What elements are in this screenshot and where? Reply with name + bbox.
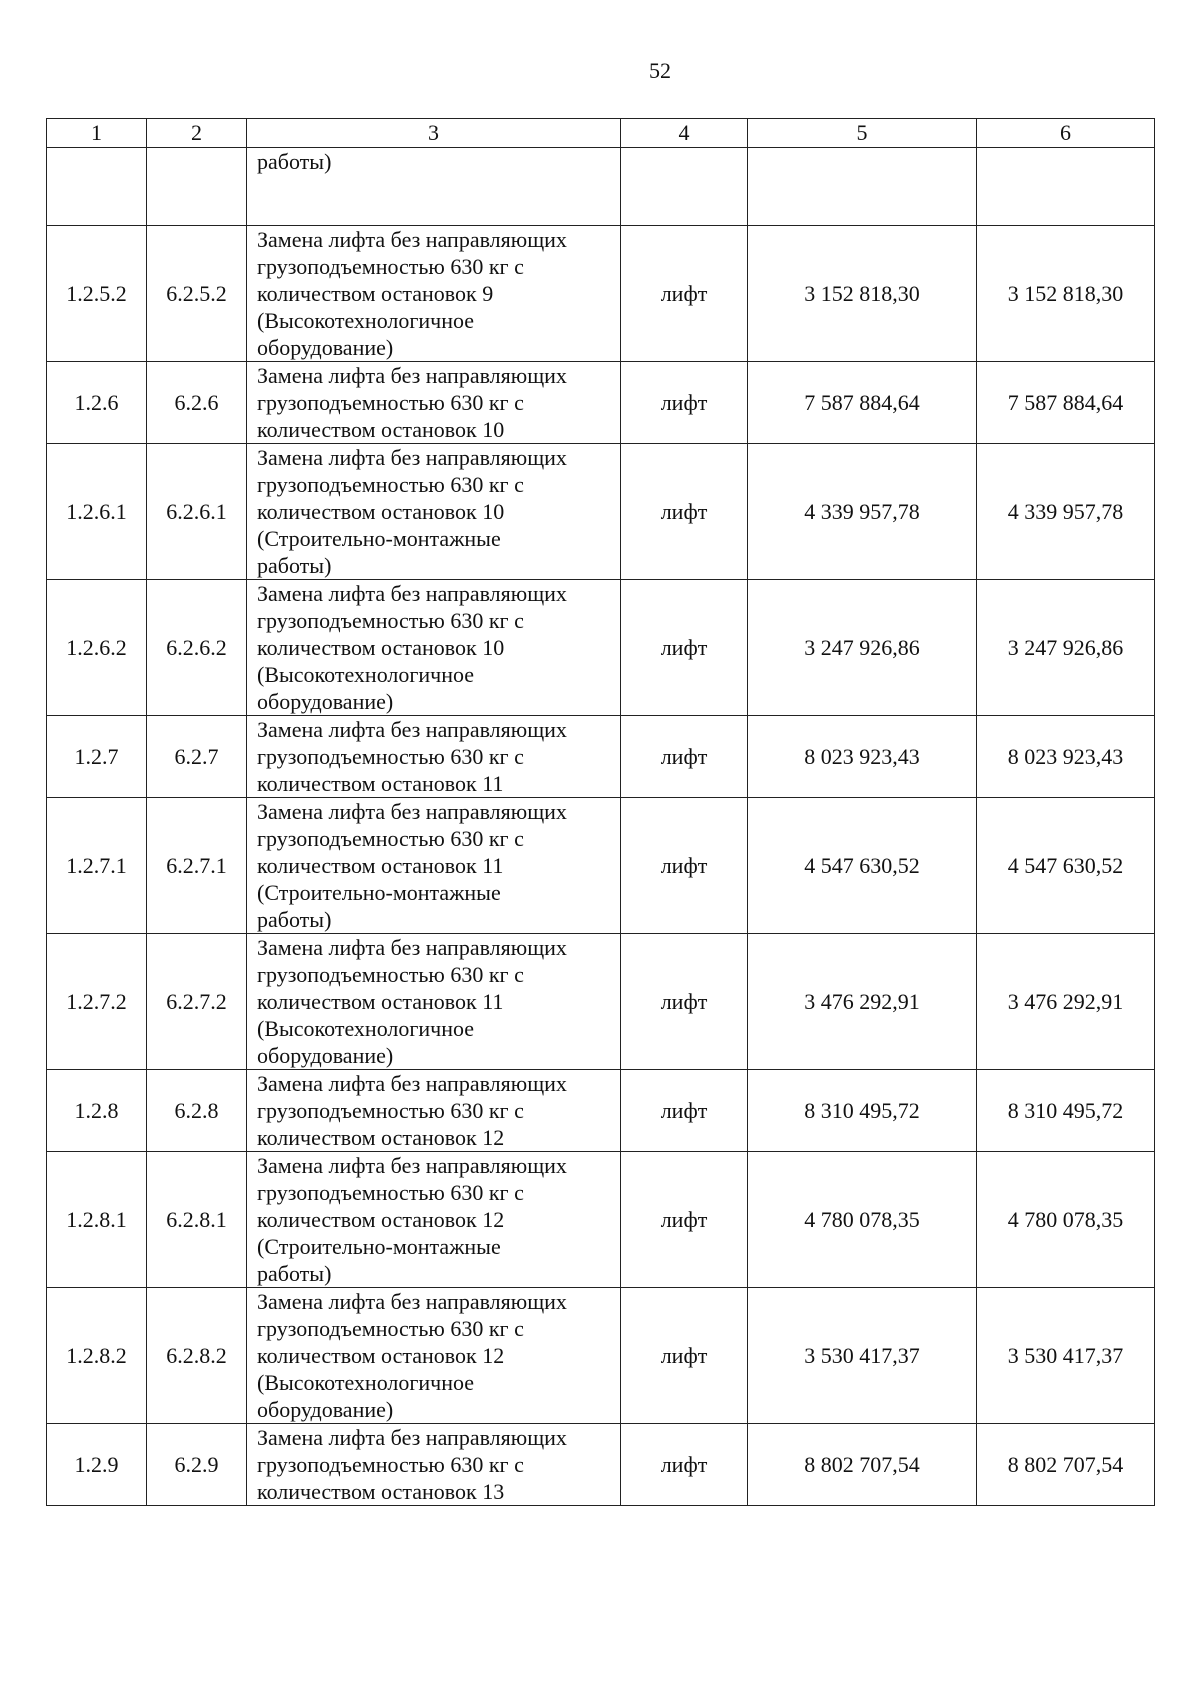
unit-cell: лифт xyxy=(621,1288,748,1424)
unit-cell: лифт xyxy=(621,716,748,798)
description-line: Замена лифта без направляющих xyxy=(257,227,567,252)
amount-cell: 8 310 495,72 xyxy=(977,1070,1155,1152)
amount-cell: 3 530 417,37 xyxy=(748,1288,977,1424)
header-cell-5: 5 xyxy=(748,119,977,148)
code-cell: 6.2.6 xyxy=(147,362,247,444)
amount-cell: 7 587 884,64 xyxy=(977,362,1155,444)
page-number: 52 xyxy=(649,58,671,83)
header-row xyxy=(47,119,1155,148)
row-number-cell: 1.2.8 xyxy=(47,1070,147,1152)
table-row xyxy=(47,1424,1155,1506)
description-cell xyxy=(247,716,621,798)
description-cell xyxy=(247,798,621,934)
table-row xyxy=(47,580,1155,716)
description-line: количеством остановок 11 xyxy=(257,989,504,1014)
description-line: (Строительно-монтажные xyxy=(257,880,501,905)
code-cell: 6.2.9 xyxy=(147,1424,247,1506)
description-line: грузоподъемностью 630 кг с xyxy=(257,744,524,769)
description-cell xyxy=(247,1152,621,1288)
description-line: количеством остановок 12 xyxy=(257,1207,505,1232)
amount-cell: 4 339 957,78 xyxy=(748,444,977,580)
amount-cell: 3 247 926,86 xyxy=(748,580,977,716)
description-line: Замена лифта без направляющих xyxy=(257,581,567,606)
description-line: количеством остановок 9 xyxy=(257,281,494,306)
unit-cell: лифт xyxy=(621,226,748,362)
description-line: количеством остановок 12 xyxy=(257,1125,505,1150)
unit-cell: лифт xyxy=(621,1152,748,1288)
amount-cell: 7 587 884,64 xyxy=(748,362,977,444)
code-cell: 6.2.7 xyxy=(147,716,247,798)
description-line: (Высокотехнологичное xyxy=(257,1370,475,1395)
row-number-cell: 1.2.8.2 xyxy=(47,1288,147,1424)
amount-cell: 4 780 078,35 xyxy=(748,1152,977,1288)
amount-cell: 8 023 923,43 xyxy=(748,716,977,798)
description-line: оборудование) xyxy=(257,1397,394,1422)
description-line: Замена лифта без направляющих xyxy=(257,445,567,470)
row-number-cell: 1.2.7.1 xyxy=(47,798,147,934)
code-cell: 6.2.7.1 xyxy=(147,798,247,934)
row-number-cell: 1.2.5.2 xyxy=(47,226,147,362)
description-cell xyxy=(247,148,621,226)
unit-cell: лифт xyxy=(621,444,748,580)
amount-cell: 4 339 957,78 xyxy=(977,444,1155,580)
description-line: работы) xyxy=(257,149,332,174)
table-row xyxy=(47,1288,1155,1424)
continuation-row xyxy=(47,148,1155,226)
description-line: оборудование) xyxy=(257,689,394,714)
description-line: (Высокотехнологичное xyxy=(257,1016,475,1041)
description-line: оборудование) xyxy=(257,1043,394,1068)
description-cell xyxy=(247,226,621,362)
table-row xyxy=(47,362,1155,444)
amount-cell: 4 780 078,35 xyxy=(977,1152,1155,1288)
amount-cell: 3 476 292,91 xyxy=(977,934,1155,1070)
description-line: количеством остановок 10 xyxy=(257,635,505,660)
description-line: грузоподъемностью 630 кг с xyxy=(257,962,524,987)
code-cell: 6.2.6.1 xyxy=(147,444,247,580)
description-cell xyxy=(247,1288,621,1424)
unit-cell: лифт xyxy=(621,362,748,444)
description-cell xyxy=(247,580,621,716)
unit-cell xyxy=(621,148,748,226)
table-body xyxy=(47,119,1155,1506)
description-line: Замена лифта без направляющих xyxy=(257,1153,567,1178)
amount-cell: 8 802 707,54 xyxy=(748,1424,977,1506)
description-line: Замена лифта без направляющих xyxy=(257,1425,567,1450)
code-cell: 6.2.8.2 xyxy=(147,1288,247,1424)
amount-cell: 4 547 630,52 xyxy=(977,798,1155,934)
description-line: количеством остановок 10 xyxy=(257,417,505,442)
header-cell-3: 3 xyxy=(247,119,621,148)
description-line: количеством остановок 12 xyxy=(257,1343,505,1368)
header-cell-6: 6 xyxy=(977,119,1155,148)
table-row xyxy=(47,934,1155,1070)
price-table xyxy=(46,118,1155,1506)
amount-cell: 4 547 630,52 xyxy=(748,798,977,934)
description-line: грузоподъемностью 630 кг с xyxy=(257,1180,524,1205)
amount-cell: 8 802 707,54 xyxy=(977,1424,1155,1506)
description-line: количеством остановок 10 xyxy=(257,499,505,524)
row-number-cell: 1.2.6.1 xyxy=(47,444,147,580)
code-cell: 6.2.5.2 xyxy=(147,226,247,362)
description-line: оборудование) xyxy=(257,335,394,360)
row-number-cell: 1.2.9 xyxy=(47,1424,147,1506)
row-number-cell: 1.2.8.1 xyxy=(47,1152,147,1288)
description-cell xyxy=(247,1424,621,1506)
description-line: грузоподъемностью 630 кг с xyxy=(257,608,524,633)
description-line: (Строительно-монтажные xyxy=(257,526,501,551)
description-line: Замена лифта без направляющих xyxy=(257,935,567,960)
description-line: Замена лифта без направляющих xyxy=(257,799,567,824)
code-cell: 6.2.7.2 xyxy=(147,934,247,1070)
table-row xyxy=(47,1152,1155,1288)
amount-cell: 3 152 818,30 xyxy=(748,226,977,362)
row-number-cell: 1.2.7.2 xyxy=(47,934,147,1070)
table-row xyxy=(47,798,1155,934)
unit-cell: лифт xyxy=(621,1070,748,1152)
code-cell: 6.2.8.1 xyxy=(147,1152,247,1288)
description-cell xyxy=(247,1070,621,1152)
code-cell xyxy=(147,148,247,226)
description-line: грузоподъемностью 630 кг с xyxy=(257,1098,524,1123)
amount-cell xyxy=(977,148,1155,226)
description-cell xyxy=(247,444,621,580)
description-line: Замена лифта без направляющих xyxy=(257,363,567,388)
description-line: грузоподъемностью 630 кг с xyxy=(257,254,524,279)
description-line: грузоподъемностью 630 кг с xyxy=(257,472,524,497)
description-line: грузоподъемностью 630 кг с xyxy=(257,390,524,415)
description-line: работы) xyxy=(257,1261,332,1286)
table-row xyxy=(47,444,1155,580)
amount-cell: 8 023 923,43 xyxy=(977,716,1155,798)
description-line: (Высокотехнологичное xyxy=(257,662,475,687)
header-cell-2: 2 xyxy=(147,119,247,148)
description-line: работы) xyxy=(257,553,332,578)
description-line: Замена лифта без направляющих xyxy=(257,717,567,742)
amount-cell: 8 310 495,72 xyxy=(748,1070,977,1152)
description-line: работы) xyxy=(257,907,332,932)
row-number-cell: 1.2.7 xyxy=(47,716,147,798)
unit-cell: лифт xyxy=(621,580,748,716)
description-line: количеством остановок 11 xyxy=(257,771,504,796)
row-number-cell: 1.2.6.2 xyxy=(47,580,147,716)
code-cell xyxy=(47,148,147,226)
table-row xyxy=(47,716,1155,798)
description-line: (Строительно-монтажные xyxy=(257,1234,501,1259)
description-line: Замена лифта без направляющих xyxy=(257,1071,567,1096)
unit-cell: лифт xyxy=(621,1424,748,1506)
description-line: количеством остановок 11 xyxy=(257,853,504,878)
description-line: (Высокотехнологичное xyxy=(257,308,475,333)
description-line: грузоподъемностью 630 кг с xyxy=(257,1452,524,1477)
amount-cell: 3 530 417,37 xyxy=(977,1288,1155,1424)
amount-cell xyxy=(748,148,977,226)
description-cell xyxy=(247,934,621,1070)
unit-cell: лифт xyxy=(621,934,748,1070)
description-line: Замена лифта без направляющих xyxy=(257,1289,567,1314)
header-cell-4: 4 xyxy=(621,119,748,148)
amount-cell: 3 247 926,86 xyxy=(977,580,1155,716)
description-line: грузоподъемностью 630 кг с xyxy=(257,1316,524,1341)
unit-cell: лифт xyxy=(621,798,748,934)
description-line: количеством остановок 13 xyxy=(257,1479,505,1504)
header-cell-1: 1 xyxy=(47,119,147,148)
description-line: грузоподъемностью 630 кг с xyxy=(257,826,524,851)
code-cell: 6.2.6.2 xyxy=(147,580,247,716)
amount-cell: 3 476 292,91 xyxy=(748,934,977,1070)
amount-cell: 3 152 818,30 xyxy=(977,226,1155,362)
code-cell: 6.2.8 xyxy=(147,1070,247,1152)
row-number-cell: 1.2.6 xyxy=(47,362,147,444)
table-row xyxy=(47,1070,1155,1152)
table-row xyxy=(47,226,1155,362)
description-cell xyxy=(247,362,621,444)
